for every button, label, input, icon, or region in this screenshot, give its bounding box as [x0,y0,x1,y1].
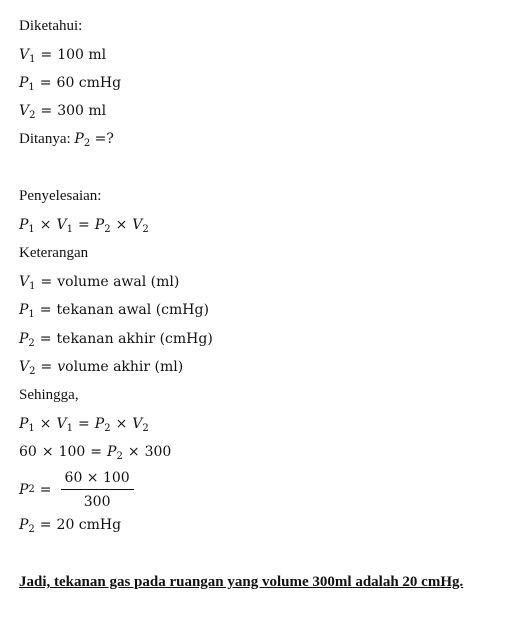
legend-item: $P_2$ = tekanan akhir (cmHg) [19,331,213,349]
therefore-heading: Sehingga, [19,387,79,403]
conclusion: Jadi, tekanan gas pada ruangan yang volume 300ml adalah 20 cmHg. [19,574,464,590]
solution-heading: Penyelesaian: [19,188,102,204]
asked-line: Ditanya: $P_2$ =? [19,131,114,149]
result-line: $P_2 = 20$ cmHg [19,517,122,535]
legend-heading: Keterangan [19,245,89,261]
given-v2: $V_2 = 300$ ml [19,103,107,121]
given-p1: $P_1 = 60$ cmHg [19,75,122,93]
legend-item: $V_2$ = volume akhir (ml) [19,359,184,377]
boyle-formula-repeat: $P_1 \times V_1 = P_2 \times V_2$ [19,416,149,434]
boyle-formula: $P_1 \times V_1 = P_2 \times V_2$ [19,217,149,235]
legend-item: $V_1$ = volume awal (ml) [19,274,180,292]
fraction-line: P 2 = $\frac{60 \times 100}{300}$ [19,470,134,510]
substitution-line: $60 \times 100 = P_2 \times 300$ [19,444,172,462]
given-v1: $V_1 = 100$ ml [19,47,107,65]
legend-item: $P_1$ = tekanan awal (cmHg) [19,302,209,320]
given-heading: Diketahui: [19,18,83,34]
fraction-denominator: 300 [83,494,111,510]
fraction [61,470,134,510]
fraction-numerator: 60 × 100 [61,470,134,490]
